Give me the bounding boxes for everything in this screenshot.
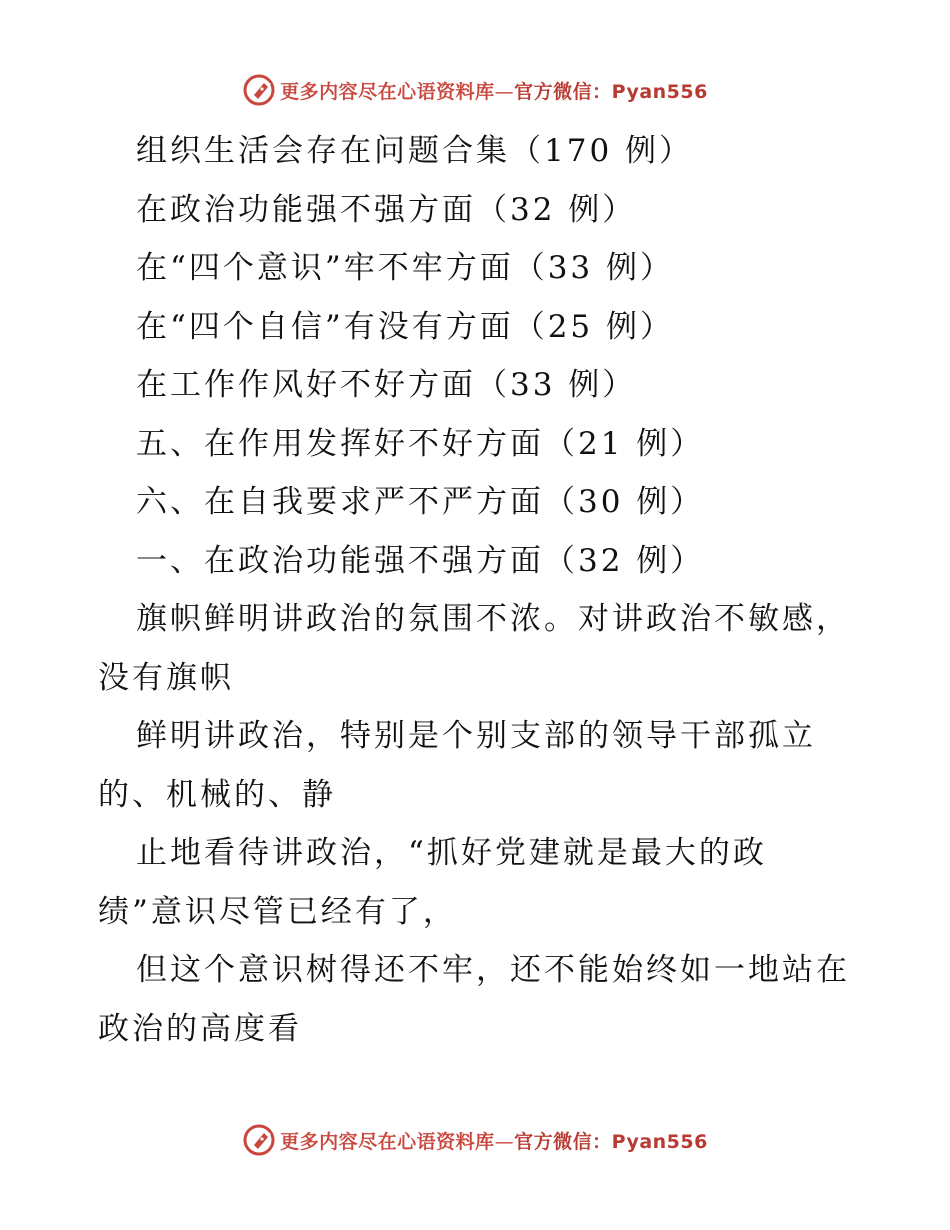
- footer-watermark: [0, 1120, 950, 1160]
- text-line: 止地看待讲政治，“抓好党建就是最大的政: [136, 835, 767, 871]
- text-line: 在“四个自信”有没有方面（25 例）: [136, 308, 674, 345]
- watermark-group: [242, 73, 708, 107]
- text-line: 六、在自我要求严不严方面（30 例）: [136, 484, 705, 520]
- text-line: 组织生活会存在问题合集（170 例）: [136, 133, 694, 169]
- text-line: 鲜明讲政治，特别是个别支部的领导干部孤立: [136, 718, 816, 754]
- watermark-group: [242, 1123, 708, 1157]
- header-watermark: [0, 70, 950, 110]
- document-body: [98, 122, 868, 1058]
- text-line: 在“四个意识”牢不牢方面（33 例）: [136, 250, 674, 286]
- watermark-text: 更多内容尽在心语资料库—官方微信：Pyan556: [280, 1130, 708, 1153]
- text-line: 没有旗帜: [98, 659, 234, 696]
- text-line: 旗帜鲜明讲政治的氛围不浓。对讲政治不敏感，: [136, 601, 850, 637]
- text-line: 绩”意识尽管已经有了，: [98, 893, 457, 930]
- text-line: 的、机械的、静: [98, 776, 336, 813]
- text-line: 一、在政治功能强不强方面（32 例）: [136, 542, 705, 579]
- text-line: 政治的高度看: [98, 1010, 302, 1047]
- text-line: 在政治功能强不强方面（32 例）: [136, 191, 637, 228]
- text-line: 但这个意识树得还不牢，还不能始终如一地站在: [136, 952, 850, 988]
- text-line: 在工作作风好不好方面（33 例）: [136, 367, 637, 403]
- pen-nib-logo-icon: [242, 73, 276, 107]
- watermark-text: 更多内容尽在心语资料库—官方微信：Pyan556: [280, 80, 708, 103]
- text-line: 五、在作用发挥好不好方面（21 例）: [136, 425, 705, 462]
- pen-nib-logo-icon: [242, 1123, 276, 1157]
